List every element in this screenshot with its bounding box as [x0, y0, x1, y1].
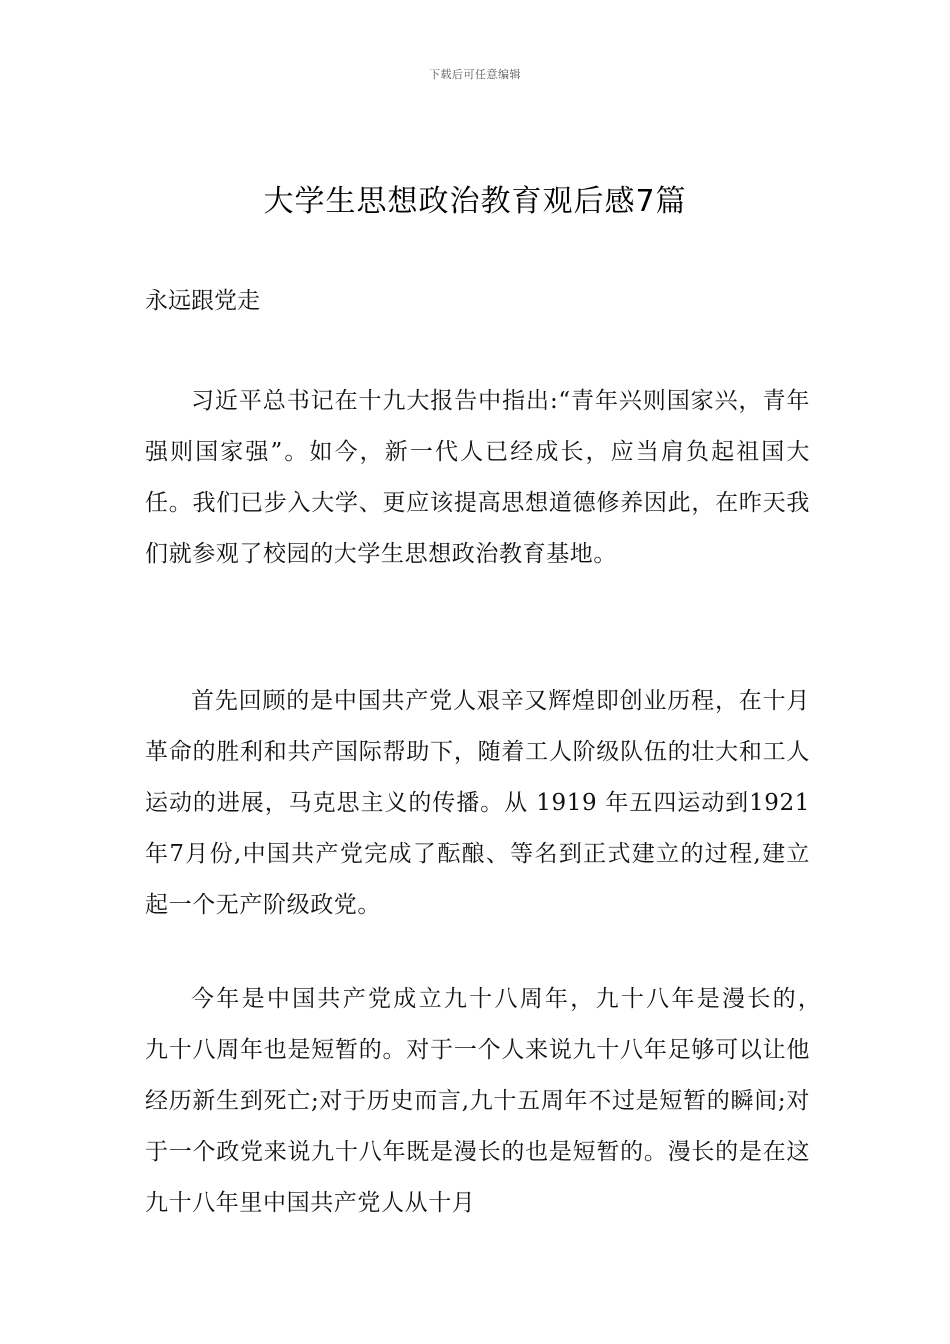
document-subtitle: 永远跟党走	[145, 288, 260, 314]
body-paragraph-2: 首先回顾的是中国共产党人艰辛又辉煌即创业历程，在十月革命的胜利和共产国际帮助下，随着工人阶级队伍的壮大和工人运动的进展，马克思主义的传播。从 1919 年五四运动到1921年7月份,中国共产党完成了酝酿、等名到正式建立的过程,建立起一个无产阶级政党。	[145, 688, 810, 918]
body-paragraph-1: 习近平总书记在十九大报告中指出:“青年兴则国家兴，青年强则国家强”。如今，新一代人已经成长，应当肩负起祖国大任。我们已步入大学、更应该提高思想道德修养因此，在昨天我们就参观了校园的大学生思想政治教育基地。	[145, 388, 810, 567]
body-paragraph-3: 今年是中国共产党成立九十八周年，九十八年是漫长的， 九十八周年也是短暂的。对于一个人来说九十八年足够可以让他经历新生到死亡;对于历史而言,九十五周年不过是短暂的瞬间;对于一个政党来说九十八年既是漫长的也是短暂的。漫长的是在这九十八年里中国共产党人从十月	[145, 986, 834, 1216]
document-title: 大学生思想政治教育观后感7篇	[263, 184, 687, 219]
header-note: 下载后可任意编辑	[429, 68, 521, 81]
